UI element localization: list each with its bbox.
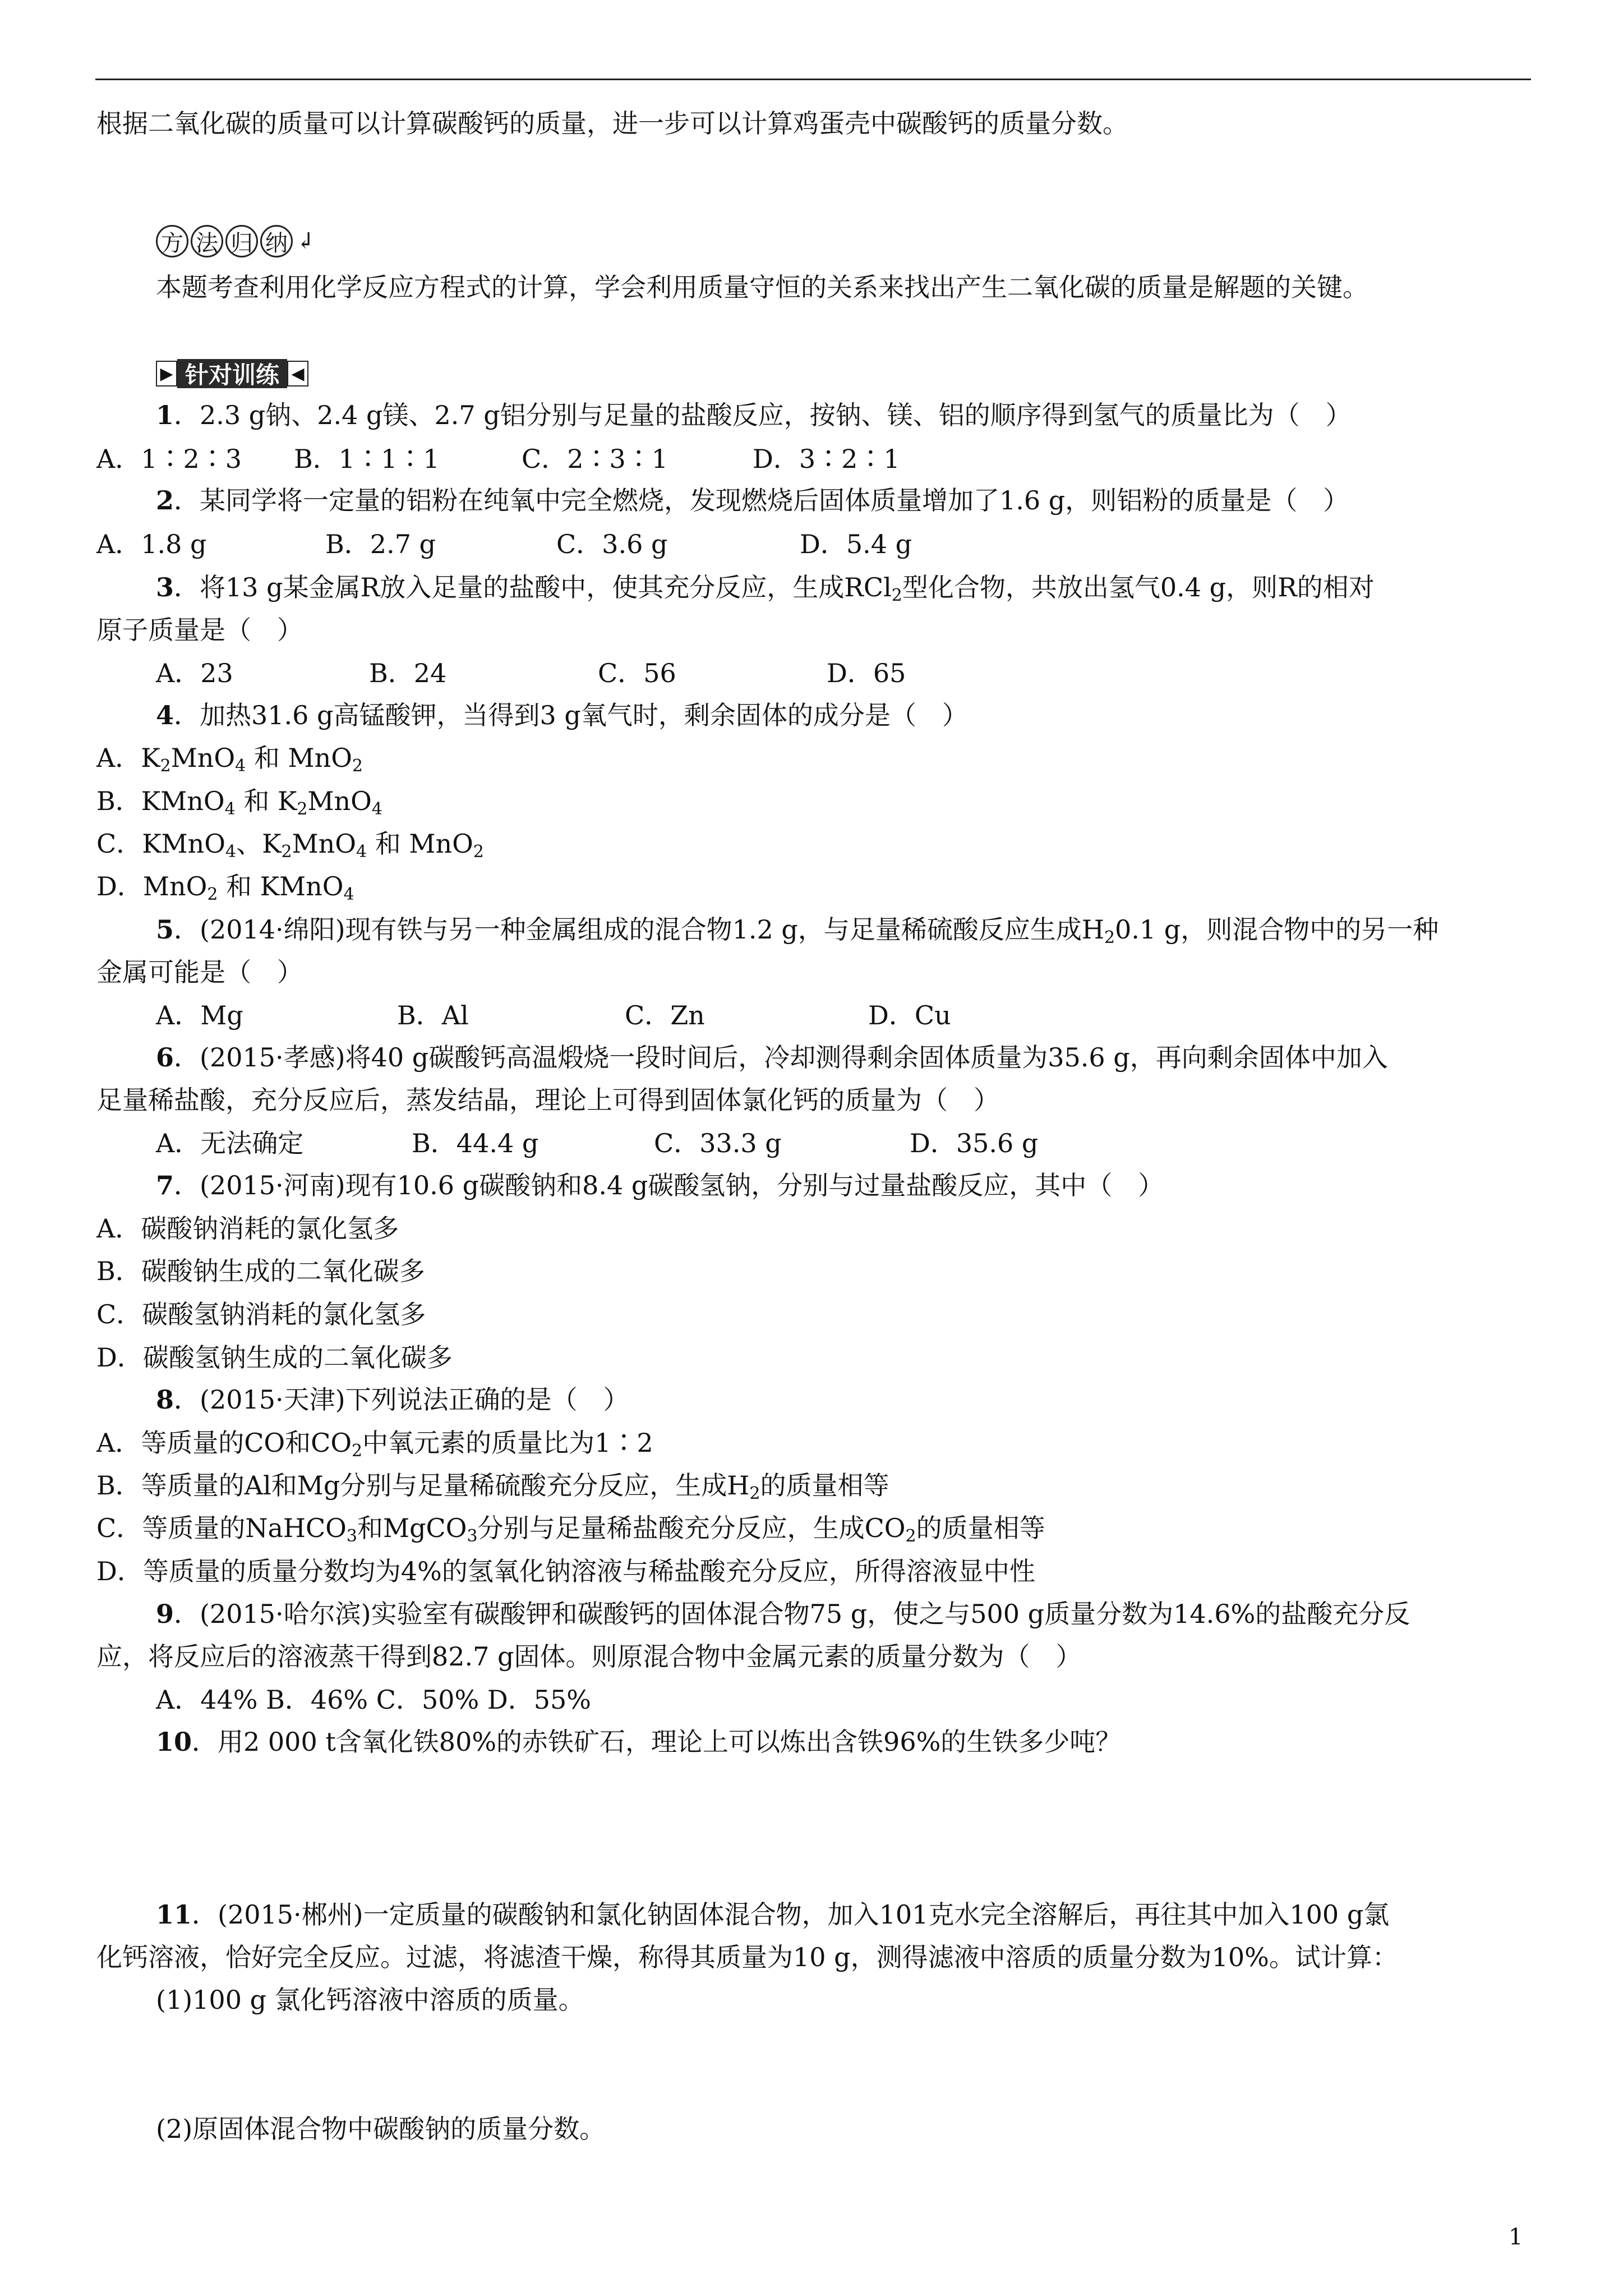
option-a: A．无法确定 [156, 1128, 304, 1158]
question-text: 型化合物，共放出氢气0.4 g，则R的相对 [902, 572, 1375, 602]
question-text: ．2.3 g钠、2.4 g镁、2.7 g铝分别与足量的盐酸反应，按钠、镁、铝的顺序得到氢气的质量比为（ ） [174, 400, 1352, 430]
option-b: B．KMnO$_4$ 和 $K_2MnO_4$ [96, 786, 382, 819]
option-a: A．碳酸钠消耗的氯化氢多 [96, 1213, 399, 1244]
method-char: 法 [191, 225, 223, 257]
question-11-part-2: (2)原固体混合物中碳酸钠的质量分数。 [156, 2114, 606, 2144]
question-number: 9 [156, 1599, 174, 1629]
question-6 [156, 1041, 1539, 1074]
top-rule [95, 79, 1531, 80]
question-5 [156, 913, 1539, 946]
question-7 [156, 1168, 1539, 1202]
option-b: B．1∶1∶1 [294, 444, 440, 474]
question-text-cont: 原子质量是（ ） [96, 615, 303, 645]
question-number: 2 [156, 485, 174, 516]
question-text: ．(2015·孝感)将40 g碳酸钙高温煅烧一段时间后，冷却测得剩余固体质量为35.6 g，再向剩余固体中加入 [174, 1042, 1388, 1073]
question-11-part-1: (1)100 g 氯化钙溶液中溶质的质量。 [156, 1985, 584, 2015]
question-1 [156, 398, 1539, 432]
training-label: 针对训练 [177, 359, 287, 388]
question-9-options: A．44% B．46% C．50% D．55% [156, 1685, 591, 1715]
question-number: 7 [156, 1170, 174, 1200]
question-number: 6 [156, 1042, 174, 1073]
arrow-icon: ↲ [296, 228, 315, 254]
triangle-right-icon: ▶ [156, 361, 177, 386]
question-3 [156, 570, 1539, 604]
option-a: A．$K_2MnO_4$ 和 MnO$_2$ [96, 743, 363, 776]
option-b: B．44.4 g [412, 1128, 539, 1158]
question-number: 1 [156, 400, 174, 430]
question-2-options [96, 527, 1539, 561]
question-text: 0.1 g，则混合物中的另一种 [1115, 914, 1439, 945]
question-11 [156, 1898, 1539, 1931]
option-b: B．2.7 g [325, 529, 436, 559]
option-d: D．65 [827, 658, 906, 688]
subscript: 2 [1104, 928, 1115, 947]
option-c: C．KMnO$_4$、$K_2MnO_4$ 和 MnO$_2$ [96, 829, 484, 862]
question-number: 8 [156, 1384, 174, 1415]
question-8 [156, 1383, 1539, 1416]
method-char: 纳 [260, 225, 293, 257]
option-d: D．5.4 g [800, 529, 912, 559]
question-9 [156, 1597, 1539, 1631]
question-5-options [156, 999, 1539, 1032]
question-1-options [96, 442, 1539, 476]
method-char: 归 [225, 225, 258, 257]
option-a: A．Mg [156, 1000, 243, 1030]
question-number: 5 [156, 914, 174, 945]
option-d: D．3∶2∶1 [753, 444, 900, 474]
question-number: 10 [156, 1727, 192, 1757]
question-number: 3 [156, 572, 174, 602]
option-b: B．等质量的Al和Mg分别与足量稀硫酸充分反应，生成$H_2$的质量相等 [96, 1470, 889, 1503]
option-d: D．等质量的质量分数均为4%的氢氧化钠溶液与稀盐酸充分反应，所得溶液显中性 [96, 1556, 1035, 1586]
option-c: C．3.6 g [556, 529, 668, 559]
question-number: 11 [156, 1899, 192, 1930]
question-text: ．(2015·郴州)一定质量的碳酸钠和氯化钠固体混合物，加入101克水完全溶解后，再往其中加入100 g氯 [192, 1899, 1390, 1930]
question-text: ．(2015·哈尔滨)实验室有碳酸钾和碳酸钙的固体混合物75 g，使之与500 g质量分数为14.6%的盐酸充分反 [174, 1599, 1410, 1629]
option-c: C．Zn [625, 1000, 705, 1030]
question-2 [156, 484, 1539, 517]
question-text-cont: 金属可能是（ ） [96, 957, 303, 987]
question-text: ．用2 000 t含氧化铁80%的赤铁矿石，理论上可以炼出含铁96%的生铁多少吨？ [192, 1727, 1122, 1757]
option-c: C．等质量的NaHCO$_3$和MgCO$_3$分别与足量稀盐酸充分反应，生成$CO_2$的质量相等 [96, 1513, 1045, 1546]
question-text: ．(2015·天津)下列说法正确的是（ ） [174, 1384, 629, 1415]
question-text: ．某同学将一定量的铝粉在纯氧中完全燃烧，发现燃烧后固体质量增加了1.6 g，则铝粉的质量是（ ） [174, 485, 1349, 516]
option-c: C．56 [598, 658, 676, 688]
option-a: A．等质量的CO和$CO_2$中氧元素的质量比为1∶2 [96, 1428, 653, 1461]
option-b: B．24 [369, 658, 447, 688]
option-b: B．碳酸钠生成的二氧化碳多 [96, 1256, 425, 1286]
question-text: ．将13 g某金属R放入足量的盐酸中，使其充分反应，生成RCl [174, 572, 892, 602]
question-text: ．加热31.6 g高锰酸钾，当得到3 g氧气时，剩余固体的成分是（ ） [174, 700, 968, 730]
question-3-options [156, 656, 1539, 690]
page-number: 1 [1509, 2224, 1523, 2250]
option-c: C．碳酸氢钠消耗的氯化氢多 [96, 1299, 426, 1329]
subscript: 2 [891, 586, 902, 605]
question-text-cont: 应，将反应后的溶液蒸干得到82.7 g固体。则原混合物中金属元素的质量分数为（ ） [96, 1641, 1082, 1672]
question-text: ．(2015·河南)现有10.6 g碳酸钠和8.4 g碳酸氢钠，分别与过量盐酸反应，其中（ ） [174, 1170, 1164, 1200]
option-a: A．1∶2∶3 [96, 444, 242, 474]
option-b: B．Al [397, 1000, 469, 1030]
question-text-cont: 足量稀盐酸，充分反应后，蒸发结晶，理论上可得到固体氯化钙的质量为（ ） [96, 1085, 999, 1115]
option-d: D．MnO$_2$ 和 KMnO$_4$ [96, 871, 354, 904]
option-a: A．23 [156, 658, 233, 688]
question-6-options [156, 1126, 1539, 1160]
question-10 [156, 1725, 1539, 1759]
method-char: 方 [156, 225, 188, 257]
method-text: 本题考查利用化学反应方程式的计算，学会利用质量守恒的关系来找出产生二氧化碳的质量是解题的关键。 [156, 272, 1368, 302]
question-text-cont: 化钙溶液，恰好完全反应。过滤，将滤渣干燥，称得其质量为10 g，测得滤液中溶质的质量分数为10%。试计算： [96, 1942, 1398, 1972]
method-badge [156, 222, 315, 261]
intro-text: 根据二氧化碳的质量可以计算碳酸钙的质量，进一步可以计算鸡蛋壳中碳酸钙的质量分数。 [96, 108, 1128, 139]
option-c: C．33.3 g [654, 1128, 782, 1158]
triangle-left-icon: ◀ [287, 361, 308, 386]
question-number: 4 [156, 700, 174, 730]
question-text: ．(2014·绵阳)现有铁与另一种金属组成的混合物1.2 g，与足量稀硫酸反应生成H [174, 914, 1104, 945]
option-d: D．35.6 g [910, 1128, 1039, 1158]
option-d: D．Cu [868, 1000, 951, 1030]
option-c: C．2∶3∶1 [522, 444, 668, 474]
training-badge [156, 357, 308, 390]
option-d: D．碳酸氢钠生成的二氧化碳多 [96, 1342, 453, 1373]
option-a: A．1.8 g [96, 529, 207, 559]
question-4 [156, 698, 1539, 732]
